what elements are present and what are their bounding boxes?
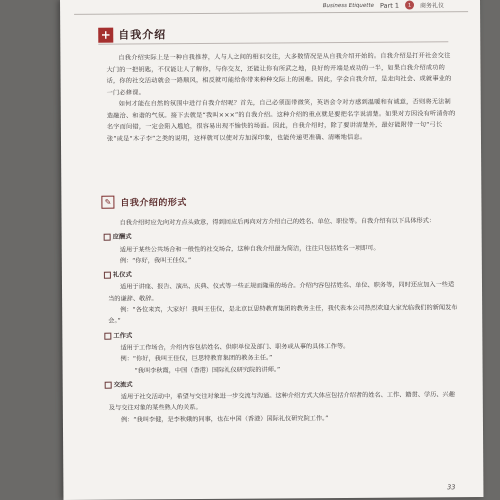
- form-heading: 交流式: [105, 377, 459, 391]
- book-title: Business Etiquette: [322, 2, 375, 9]
- form-desc: 适用于某些公共场合和一般性的社交场合，这种自我介绍最为简洁，往往只包括姓名一项即可。: [119, 244, 380, 254]
- form-example: “我叫李秋霞，中国（香港）国际礼仪研究院的讲师。”: [134, 366, 281, 375]
- book-page: [60, 0, 483, 500]
- form-example: 例：“你好，我叫王佳仪。”: [119, 256, 192, 265]
- subsection-title: 自我介绍的形式: [120, 198, 187, 209]
- form-example: 例：“我叫李健，是李秋娥的同事，也在中国（香港）国际礼仪研究院工作。”: [120, 414, 329, 424]
- header-rule: [74, 11, 468, 15]
- intro-paragraph: 自我介绍实际上是一种自我推荐，人与人之间的相识交往，大多数情况是从自我介绍开始的。自我介绍是打开社会交往大门的一把钥匙，不仅能让人了解你，与你交友，还能让你有所武之地，良好的开端是成功的一半，如果自我介绍成功的话，你的社交活动就会一路顺风，相反就可能给你带来种种交际上的困难。因此，学会自我介绍，是走向社会、成就事业的一门必修课。: [106, 52, 452, 97]
- running-header: [323, 0, 444, 10]
- part-label: Part 1: [379, 1, 400, 10]
- intro-text: [106, 50, 457, 144]
- checkbox-icon: [105, 382, 112, 389]
- intro-paragraph: 如何才能在自然的氛围中进行自我介绍呢？首先，自己必须面带微笑，英语会令对方感到温暖和有诚意，否则将无法制造融洽、和谐的气氛。接下去就是“我叫×××”的自我介绍。这种介绍的重点就是要把名字说清楚。如果对方因没有听清你的名字而问错，一定会陷入尴尬，很容易出现不愉快的场面。因此，自我介绍时，除了要讲清楚外，最好能附带一句“弓长张”或是“木子李”之类的说明，这样就可以使对方加深印象，也能传递更准确、清晰地信息。: [106, 98, 456, 143]
- form-heading: 应酬式: [104, 230, 458, 244]
- page-number: 33: [447, 483, 456, 492]
- form-example: 例：“各位来宾，大家好！我叫王佳仪，是北京巨思特教育集团的教务主任，我代表本公司热烈欢迎大家光临我们的新闻发布会。”: [108, 304, 458, 326]
- section-heading: [98, 26, 166, 42]
- forms-intro: 自我介绍时应先向对方点头致意，得到回应后再向对方介绍自己的姓名、单位、职位等。自我介绍有以下具体形式：: [119, 217, 436, 227]
- form-desc: 适用于工作场合，介绍内容包括姓名、供职单位及部门、职务或从事的具体工作等。: [120, 342, 350, 352]
- forms-text: [108, 215, 459, 425]
- form-desc: 适用于讲座、报告、演出、庆典、仪式等一些正规而隆重的场合。介绍内容包括姓名、单位、职务等，同时还应加入一些适当的谦辞、敬辞。: [108, 281, 455, 303]
- pen-icon: ✎: [101, 196, 114, 209]
- chapter-badge: 1: [405, 1, 414, 10]
- plus-icon: +: [98, 27, 113, 42]
- form-desc: 适用于社交活动中，希望与交往对象进一步交流与沟通。这种介绍方式大体应包括介绍者的姓名、工作、籍贯、学历、兴趣及与交往对象的某些熟人的关系。: [108, 391, 455, 413]
- form-heading: 礼仪式: [104, 267, 458, 281]
- form-example: 例：“你好，我叫王佳仪，巨思特教育集团的教务主任。”: [120, 354, 273, 363]
- form-heading: 工作式: [104, 328, 458, 342]
- checkbox-icon: [104, 332, 111, 339]
- checkbox-icon: [104, 234, 111, 241]
- checkbox-icon: [104, 272, 111, 279]
- subsection-heading: [101, 195, 187, 209]
- chapter-label: 商务礼仪: [420, 2, 445, 10]
- section-title: 自我介绍: [118, 28, 167, 42]
